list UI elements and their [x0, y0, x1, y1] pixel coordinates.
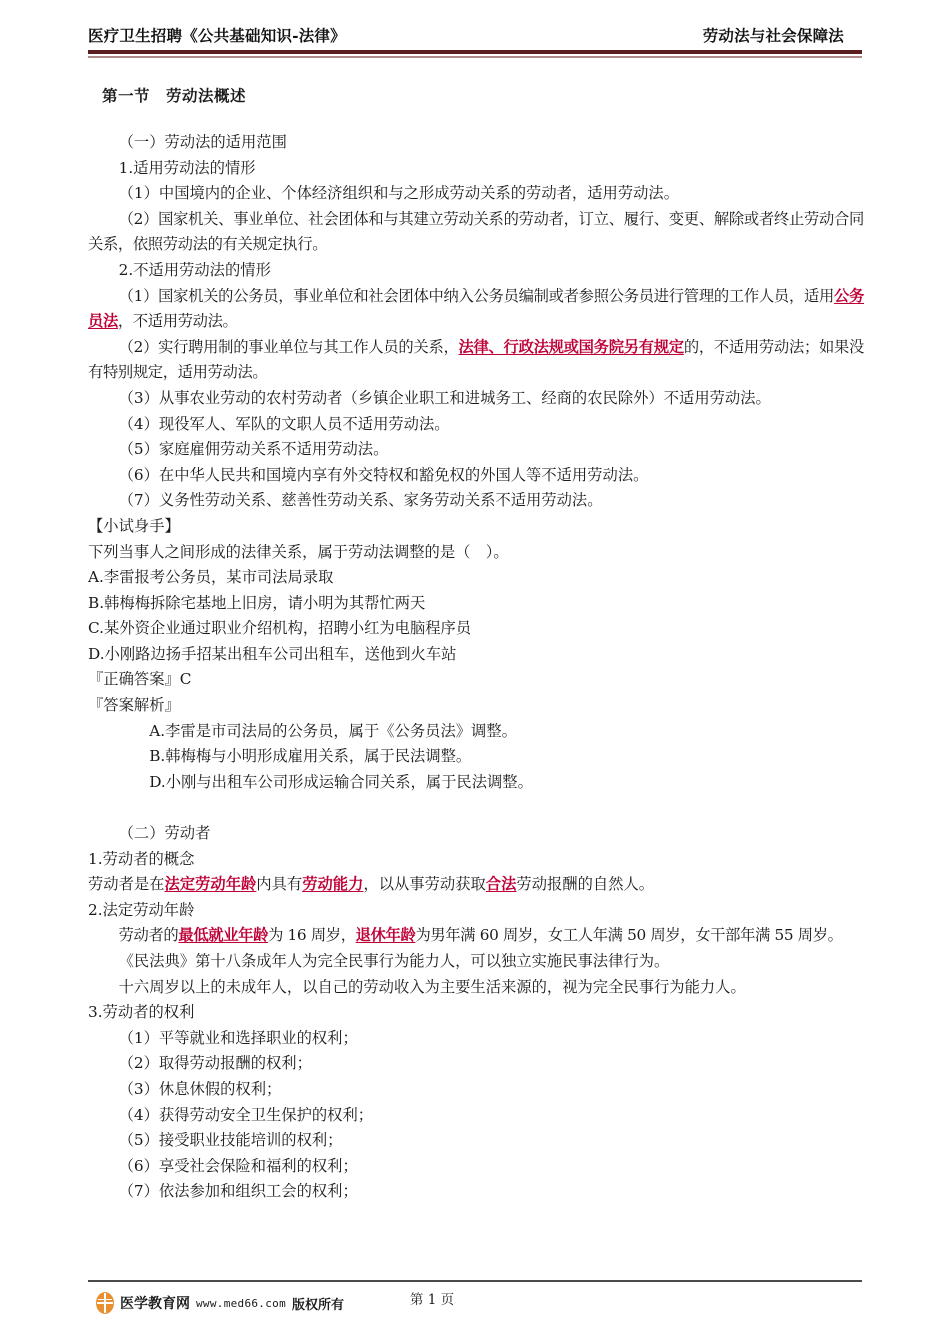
inapplicable-item-1-post: ，不适用劳动法。 — [117, 312, 238, 331]
worker-right-3: （3）休息休假的权利； — [118, 1079, 282, 1098]
practice-analysis-d: D.小刚与出租车公司形成运输合同关系，属于民法调整。 — [149, 772, 533, 791]
highlight-tuixiu-nianling: 退休年龄 — [355, 926, 416, 945]
highlight-gongwuyuanfa: 公务员法 — [88, 286, 864, 331]
page-number: 第 1 页 — [409, 1292, 455, 1308]
footer-copyright-text: 版权所有 — [292, 1297, 345, 1313]
highlight-falv-xingzheng: 法律、行政法规或国务院另有规定 — [458, 337, 684, 356]
highlight-fading-laodong-nianling: 法定劳动年龄 — [164, 875, 257, 894]
inapplicable-item-2-post: 的，不适用劳动法；如果没有特别规定，适用劳动法。 — [88, 337, 864, 382]
worker-age-heading: 2.法定劳动年龄 — [88, 900, 195, 919]
inapplicable-item-6: （6）在中华人民共和国境内享有外交特权和豁免权的外国人等不适用劳动法。 — [118, 465, 649, 484]
worker-concept-post: 劳动报酬的自然人。 — [516, 875, 655, 894]
practice-option-c: C.某外资企业通过职业介绍机构，招聘小红为电脑程序员 — [88, 619, 472, 638]
highlight-zuidi-jiuye-nianling: 最低就业年龄 — [178, 926, 269, 945]
practice-option-d: D.小刚路边扬手招某出租车公司出租车，送他到火车站 — [88, 644, 457, 663]
worker-subheading: （二）劳动者 — [118, 824, 211, 843]
minor-line: 十六周岁以上的未成年人，以自己的劳动收入为主要生活来源的，视为完全民事行为能力人。 — [118, 977, 746, 996]
practice-analysis-b: B.韩梅梅与小明形成雇用关系，属于民法调整。 — [149, 747, 472, 766]
inapplicable-item-1 — [88, 284, 864, 335]
applicable-heading: 1.适用劳动法的情形 — [118, 158, 256, 177]
page-header — [88, 24, 862, 58]
document-body — [88, 84, 864, 1205]
header-left-title: 医疗卫生招聘《公共基础知识-法律》 — [88, 26, 346, 45]
worker-concept-text — [88, 872, 864, 898]
civil-code-line: 《民法典》第十八条成年人为完全民事行为能力人，可以独立实施民事法律行为。 — [118, 952, 670, 970]
worker-concept-mid1: 内具有 — [256, 875, 303, 894]
worker-age-text — [88, 923, 864, 949]
highlight-hefa: 合法 — [485, 875, 517, 894]
scope-subheading: （一）劳动法的适用范围 — [118, 133, 287, 151]
worker-age-mid1: 为 16 周岁， — [268, 926, 356, 945]
worker-right-5: （5）接受职业技能培训的权利； — [118, 1131, 343, 1150]
worker-right-2: （2）取得劳动报酬的权利； — [118, 1054, 312, 1073]
inapplicable-item-7: （7）义务性劳动关系、慈善性劳动关系、家务劳动关系不适用劳动法。 — [118, 491, 603, 510]
section-heading: 第一节 劳动法概述 — [102, 86, 247, 105]
applicable-item-1: （1）中国境内的企业、个体经济组织和与之形成劳动关系的劳动者，适用劳动法。 — [118, 184, 680, 203]
inapplicable-item-3: （3）从事农业劳动的农村劳动者（乡镇企业职工和进城务工、经商的农民除外）不适用劳动法。 — [118, 388, 771, 407]
header-titles — [88, 24, 862, 50]
page-footer — [88, 1280, 862, 1322]
worker-concept-mid2: ，以从事劳动获取 — [363, 875, 486, 894]
worker-right-1: （1）平等就业和选择职业的权利； — [118, 1028, 358, 1047]
practice-answer: 『正确答案』C — [88, 670, 192, 689]
inapplicable-heading: 2.不适用劳动法的情形 — [118, 260, 271, 279]
inapplicable-item-1-pre: （1）国家机关的公务员，事业单位和社会团体中纳入公务员编制或者参照公务员进行管理的工作人员，适用 — [118, 286, 835, 305]
inapplicable-item-2-pre: （2）实行聘用制的事业单位与其工作人员的关系， — [118, 337, 459, 356]
worker-age-post: 为男年满 60 周岁，女工人年满 50 周岁，女干部年满 55 周岁。 — [415, 926, 843, 945]
header-rule-thin — [88, 56, 862, 58]
practice-stem: 下列当事人之间形成的法律关系，属于劳动法调整的是（ ）。 — [88, 542, 509, 561]
inapplicable-item-5: （5）家庭雇佣劳动关系不适用劳动法。 — [118, 440, 389, 459]
practice-label: 【小试身手】 — [88, 516, 180, 535]
practice-option-b: B.韩梅梅拆除宅基地上旧房，请小明为其帮忙两天 — [88, 593, 426, 612]
paragraph-spacer — [88, 795, 864, 821]
footer-brand-url: www.med66.com — [196, 1296, 286, 1310]
worker-right-6: （6）享受社会保险和福利的权利； — [118, 1156, 358, 1175]
header-right-title: 劳动法与社会保障法 — [702, 26, 844, 45]
highlight-laodong-nengli: 劳动能力 — [302, 875, 364, 894]
inapplicable-item-2 — [88, 335, 864, 386]
practice-analysis-label: 『答案解析』 — [88, 696, 180, 715]
worker-right-4: （4）获得劳动安全卫生保护的权利； — [118, 1105, 374, 1124]
worker-concept-heading: 1.劳动者的概念 — [88, 849, 195, 868]
applicable-item-2: （2）国家机关、事业单位、社会团体和与其建立劳动关系的劳动者，订立、履行、变更、解除或者终止劳动合同关系，依照劳动法的有关规定执行。 — [88, 209, 864, 254]
worker-right-7: （7）依法参加和组织工会的权利； — [118, 1182, 358, 1201]
worker-rights-heading: 3.劳动者的权利 — [88, 1003, 195, 1022]
footer-content — [88, 1282, 862, 1322]
worker-concept-pre: 劳动者是在 — [88, 875, 165, 894]
inapplicable-item-4: （4）现役军人、军队的文职人员不适用劳动法。 — [118, 414, 450, 433]
worker-age-pre: 劳动者的 — [118, 926, 179, 945]
practice-option-a: A.李雷报考公务员，某市司法局录取 — [88, 568, 334, 587]
footer-brand-name: 医学教育网 — [120, 1296, 190, 1312]
practice-analysis-a: A.李雷是市司法局的公务员，属于《公务员法》调整。 — [149, 721, 517, 740]
